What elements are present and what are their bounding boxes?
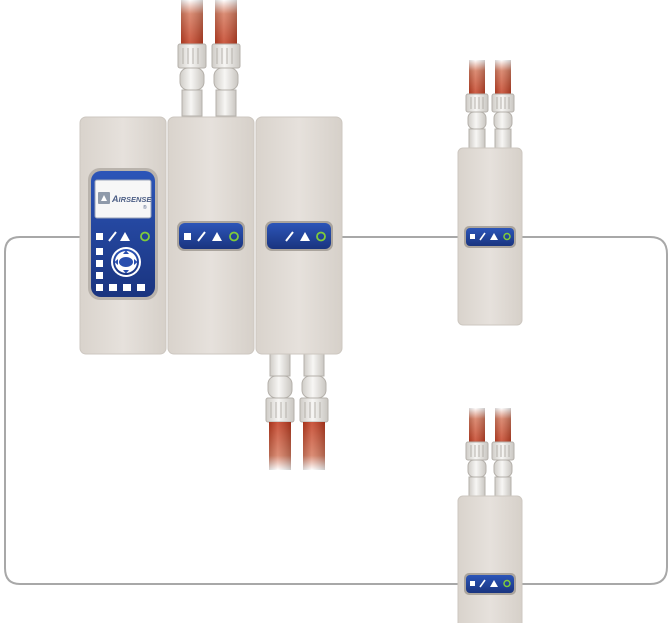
key-button[interactable] (96, 272, 103, 279)
detector-status-panel (265, 221, 333, 251)
sampling-pipe (269, 422, 325, 470)
controller-keypad[interactable] (88, 168, 158, 300)
airsense-logo-text: AIRSENSE (112, 194, 152, 204)
detector-status-panel (464, 226, 516, 248)
key-button[interactable] (96, 260, 103, 267)
pipe-coupling (178, 44, 240, 116)
stop-square-icon (470, 581, 475, 586)
sampling-pipe (181, 0, 237, 46)
stop-square-icon[interactable] (96, 233, 103, 240)
connection-cable (521, 237, 667, 584)
key-button[interactable] (137, 284, 145, 291)
key-button[interactable] (96, 248, 103, 255)
key-button[interactable] (96, 284, 103, 291)
ok-button[interactable] (119, 257, 133, 267)
remote-detector-housing (458, 496, 522, 623)
stop-square-icon (470, 234, 475, 239)
sampling-pipe (469, 408, 511, 444)
key-button[interactable] (109, 284, 117, 291)
pipe-coupling (466, 442, 514, 498)
pipe-coupling (266, 352, 328, 422)
key-button[interactable] (123, 284, 131, 291)
detector-status-panel (177, 221, 245, 251)
sampling-pipe (469, 60, 511, 96)
stop-square-icon (184, 233, 191, 240)
pipe-coupling (466, 94, 514, 150)
registered-mark: ® (143, 205, 147, 211)
detector-status-panel (464, 573, 516, 595)
